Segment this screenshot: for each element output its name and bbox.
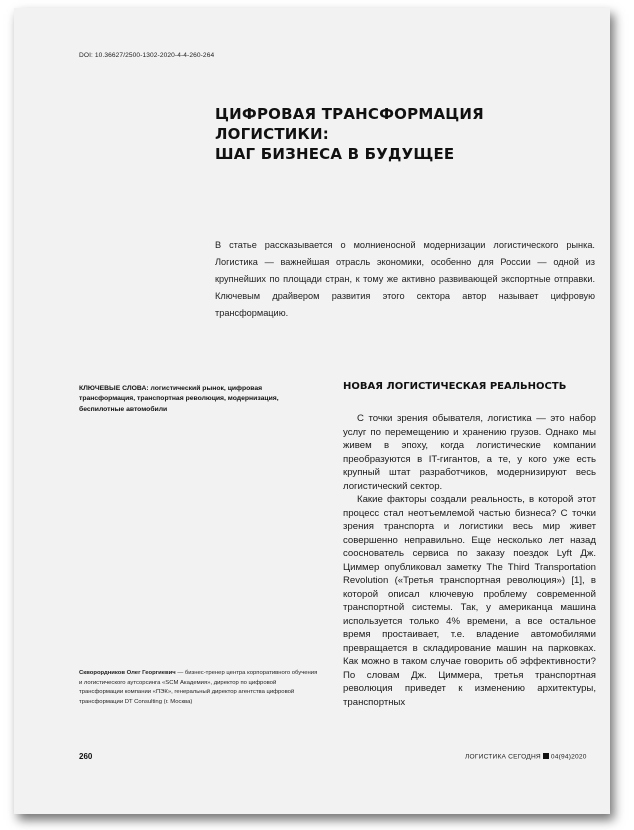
section-heading: НОВАЯ ЛОГИСТИЧЕСКАЯ РЕАЛЬНОСТЬ (343, 381, 567, 392)
keywords: КЛЮЧЕВЫЕ СЛОВА: логистический рынок, цифровая трансформация, транспортная революция, модернизация, беспилотные автомобили (79, 385, 279, 413)
body-paragraph-1: С точки зрения обывателя, логистика — это набор услуг по перемещению и хранению грузов. Однако мы живем в эпоху, когда логистические компании преобразуются в IT-гигантов, а те, у кого уже есть крупный штат разработчиков, модернизируют весь логистический сектор. (343, 413, 596, 492)
body-column (343, 412, 596, 709)
journal-name: ЛОГИСТИКА СЕГОДНЯ (465, 753, 541, 761)
journal-footer (465, 753, 587, 761)
doi-line: DOI: 10.36627/2500-1302-2020-4-4-260-264 (79, 52, 215, 59)
abstract: В статье рассказывается о молниеносной модернизации логистического рынка. Логистика — важнейшая отрасль экономики, особенно для России — одной из крупнейших по площади стран, к тому же активно развивающей экспортные отправки. Ключевым драйвером развития этого сектора автор называет цифровую трансформацию. (215, 240, 595, 318)
author-note (79, 669, 319, 707)
article-title (215, 104, 595, 164)
title-line-1: ЦИФРОВАЯ ТРАНСФОРМАЦИЯ ЛОГИСТИКИ: (215, 105, 484, 143)
journal-issue: 04(94)2020 (550, 753, 587, 761)
author-info: — бизнес-тренер центра корпоративного обучения и логистического аутсорсинга «SCM Академия», директор по цифровой трансформации компании «ПЭК», генеральный директор агентства цифровой трансформации DT Consulting (г. Москва) (79, 670, 318, 705)
journal-page (14, 8, 610, 814)
body-paragraph-2: Какие факторы создали реальность, в которой этот процесс стал неотъемлемой частью бизнеса? С точки зрения транспорта и логистики весь мир живет совершенно неправильно. Еще несколько лет назад сооснователь сервиса по заказу поездок Lyft Дж. Циммер опубликовал заметку The Third Transportation Revolution («Третья транспортная революция») [1], в которой описал ключевую проблему современной транспортной системы. Так, у американца машина используется только 4% времени, а все остальное время простаивает, т.е. владение автомобилями превращается в складирование машин на парковках. Как можно в таком случае говорить об эффективности? По словам Дж. Циммера, третья транспортная революция приведет к изменению архитектуры, транспортных (343, 494, 596, 708)
page-number: 260 (79, 752, 93, 761)
author-name: Скворордников Олег Георгиевич (79, 670, 176, 676)
title-line-2: ШАГ БИЗНЕСА В БУДУЩЕЕ (215, 145, 455, 163)
square-icon (543, 753, 549, 759)
